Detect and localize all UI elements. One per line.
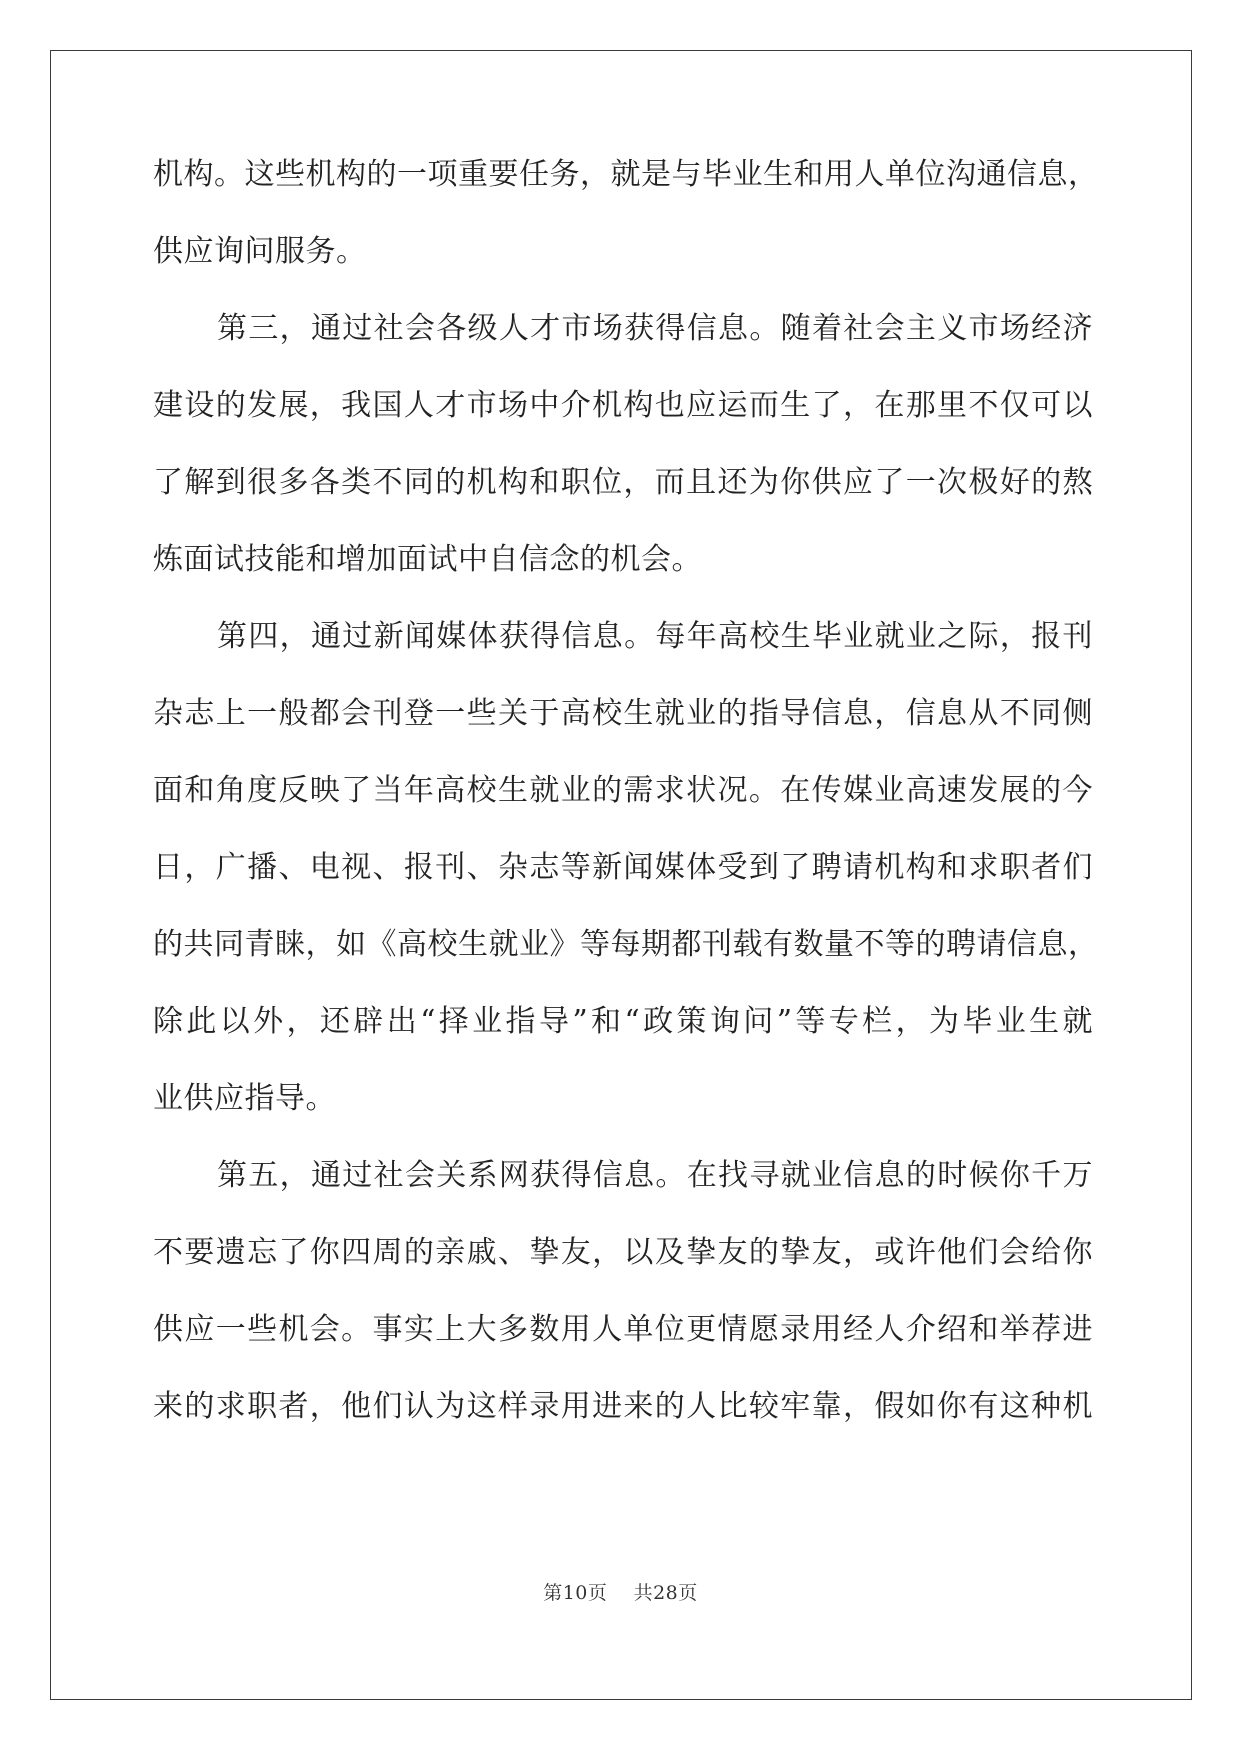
page-number: 10 [562,1582,588,1604]
text-line [153,771,1093,848]
line-text: 不要遗忘了你四周的亲戚、挚友，以及挚友的挚友，或许他们会给你 [153,1235,1093,1270]
text-line [153,925,1099,1002]
line-text: 杂志上一般都会刊登一些关于高校生就业的指导信息，信息从不同侧 [153,696,1093,731]
text-line [153,386,1093,463]
text-line [153,309,1093,386]
text-line [153,694,1093,771]
line-text: 第三，通过社会各级人才市场获得信息。随着社会主义市场经济 [217,311,1093,346]
text-line [153,1310,1093,1387]
line-text: 供应询问服务。 [153,234,367,269]
total-label-suffix: 页 [678,1582,698,1604]
text-line [153,1233,1093,1310]
line-text: 第五，通过社会关系网获得信息。在找寻就业信息的时候你千万 [217,1158,1093,1193]
line-text: 日，广播、电视、报刊、杂志等新闻媒体受到了聘请机构和求职者们 [153,850,1093,885]
line-text: 供应一些机会。事实上大多数用人单位更情愿录用经人介绍和举荐进 [153,1312,1093,1347]
text-line [153,463,1093,540]
line-text: 第四，通过新闻媒体获得信息。每年高校生毕业就业之际，报刊 [217,619,1093,654]
line-text: 面和角度反映了当年高校生就业的需求状况。在传媒业高速发展的今 [153,773,1093,808]
line-text: 建设的发展，我国人才市场中介机构也应运而生了，在那里不仅可以 [153,388,1093,423]
line-text: 业供应指导。 [153,1081,336,1116]
line-text: 的共同青睐，如《高校生就业》等每期都刊载有数量不等的聘请信息， [153,927,1099,962]
text-line [153,1002,1093,1079]
text-line [153,617,1093,694]
text-line [153,1079,1093,1156]
document-body [153,155,1099,1464]
text-line [153,848,1093,925]
line-text: 机构。这些机构的一项重要任务，就是与毕业生和用人单位沟通信息， [153,157,1099,192]
page-total: 28 [653,1582,679,1604]
text-line [153,155,1099,232]
page-footer [0,1578,1241,1605]
line-text: 来的求职者，他们认为这样录用进来的人比较牢靠，假如你有这种机 [153,1389,1093,1424]
text-line [153,1156,1093,1233]
text-line [153,1387,1093,1464]
line-text: 了解到很多各类不同的机构和职位，而且还为你供应了一次极好的熬 [153,465,1093,500]
line-text: 除此以外，还辟出“择业指导”和“政策询问”等专栏，为毕业生就 [153,1004,1093,1039]
page-label-prefix: 第 [543,1582,563,1604]
text-line [153,540,1093,617]
line-text: 炼面试技能和增加面试中自信念的机会。 [153,542,702,577]
page-label-suffix: 页 [587,1582,608,1604]
total-label-prefix: 共 [633,1582,654,1604]
text-line [153,232,1093,309]
